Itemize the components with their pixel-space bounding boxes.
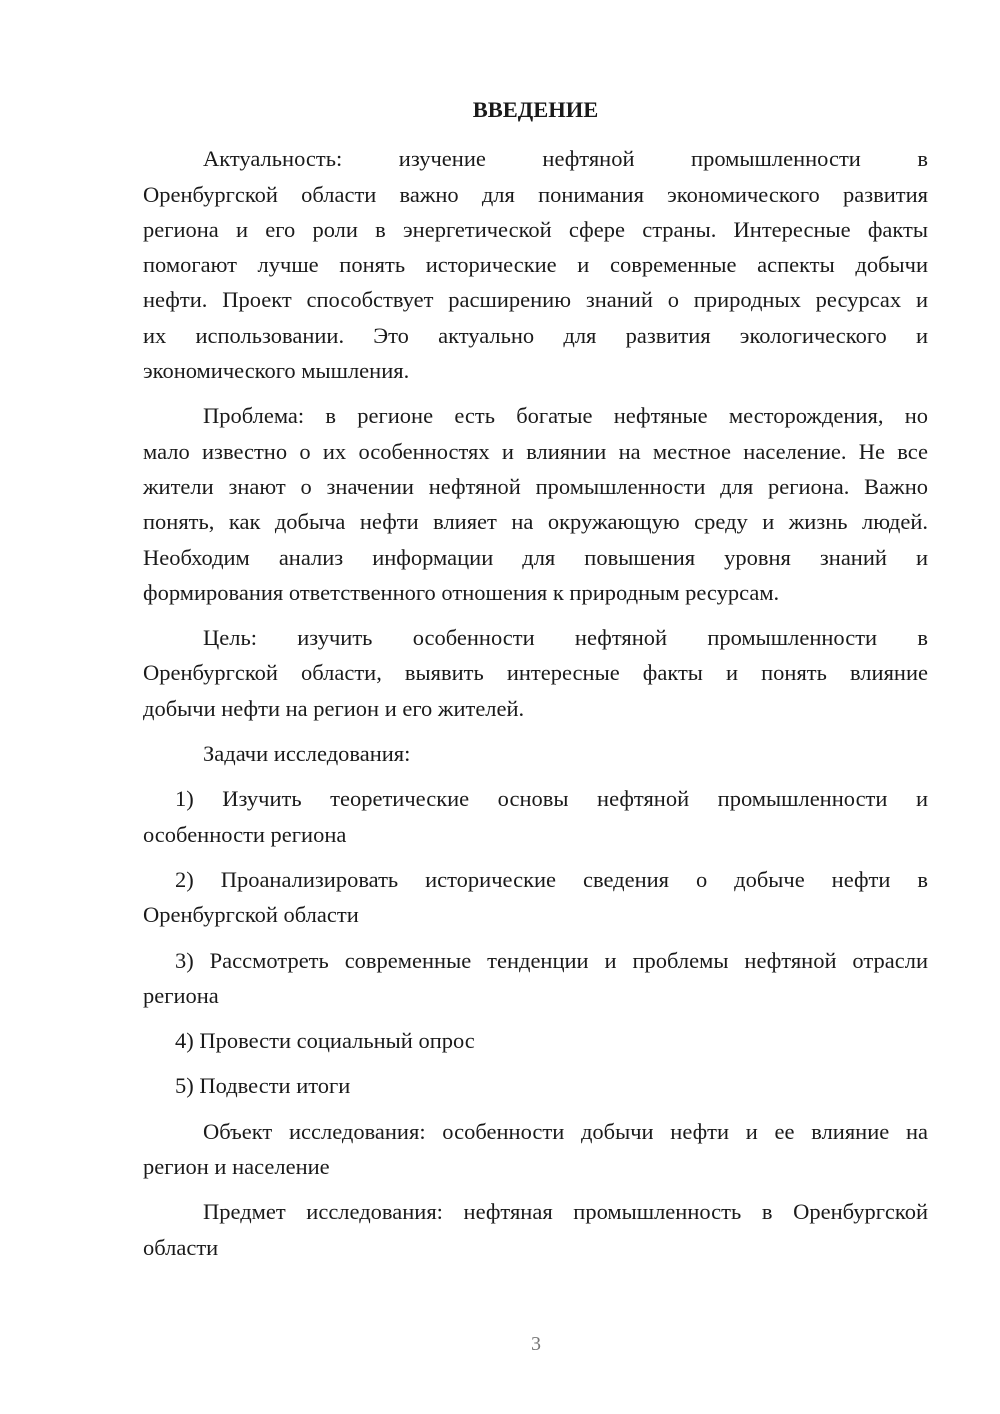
- text-line: Оренбургской области важно для понимания экономического развития: [143, 181, 928, 207]
- text-line: Задачи исследования:: [203, 741, 411, 767]
- text-line: региона: [143, 982, 219, 1008]
- text-line: 4) Провести социальный опрос: [175, 1028, 475, 1054]
- text-line: региона и его роли в энергетической сфере страны. Интересные факты: [143, 216, 928, 242]
- text-line: добычи нефти на регион и его жителей.: [143, 695, 525, 721]
- paragraph: [143, 620, 928, 726]
- text-line: Оренбургской области, выявить интересные факты и понять влияние: [143, 660, 928, 686]
- text-line: Проблема: в регионе есть богатые нефтяные месторождения, но: [203, 403, 928, 429]
- text-line: нефти. Проект способствует расширению знаний о природных ресурсах и: [143, 287, 928, 313]
- text-line: формирования ответственного отношения к природным ресурсам.: [143, 579, 780, 605]
- text-line: понять, как добыча нефти влияет на окружающую среду и жизнь людей.: [143, 509, 928, 535]
- list-item: [143, 1023, 928, 1058]
- text-line: жители знают о значении нефтяной промышленности для региона. Важно: [143, 473, 928, 499]
- text-line: 1) Изучить теоретические основы нефтяной промышленности и: [175, 786, 928, 812]
- text-line: регион и население: [143, 1154, 330, 1180]
- paragraph: [143, 141, 928, 388]
- text-line: мало известно о их особенностях и влиянии на местное население. Не все: [143, 438, 928, 464]
- text-line: 3) Рассмотреть современные тенденции и проблемы нефтяной отрасли: [175, 947, 928, 973]
- text-line: особенности региона: [143, 821, 347, 847]
- paragraphs: [143, 141, 928, 1265]
- text-line: экономического мышления.: [143, 358, 410, 384]
- text-line: Цель: изучить особенности нефтяной промышленности в: [203, 625, 928, 651]
- text-line: Объект исследования: особенности добычи нефти и ее влияние на: [203, 1118, 928, 1144]
- list-item: [143, 781, 928, 852]
- text-line: Предмет исследования: нефтяная промышленность в Оренбургской: [203, 1199, 928, 1225]
- page-body: [143, 92, 928, 1275]
- page-number: 3: [531, 1333, 541, 1355]
- text-line: 2) Проанализировать исторические сведения о добыче нефти в: [175, 866, 928, 892]
- list-item: [143, 862, 928, 933]
- paragraph: [143, 1194, 928, 1265]
- page-title: ВВЕДЕНИЕ: [472, 97, 599, 122]
- text-line: 5) Подвести итоги: [175, 1073, 351, 1099]
- text-line: области: [143, 1234, 219, 1260]
- text-line: их использовании. Это актуально для развития экологического и: [143, 322, 928, 348]
- text-line: помогают лучше понять исторические и современные аспекты добычи: [143, 252, 928, 278]
- list-item: [143, 943, 928, 1014]
- text-line: Актуальность: изучение нефтяной промышленности в: [203, 146, 928, 172]
- list-item: [143, 1068, 928, 1103]
- paragraph: [143, 398, 928, 610]
- text-line: Необходим анализ информации для повышения уровня знаний и: [143, 544, 928, 570]
- paragraph: [143, 736, 928, 771]
- paragraph: [143, 1114, 928, 1185]
- text-line: Оренбургской области: [143, 902, 359, 928]
